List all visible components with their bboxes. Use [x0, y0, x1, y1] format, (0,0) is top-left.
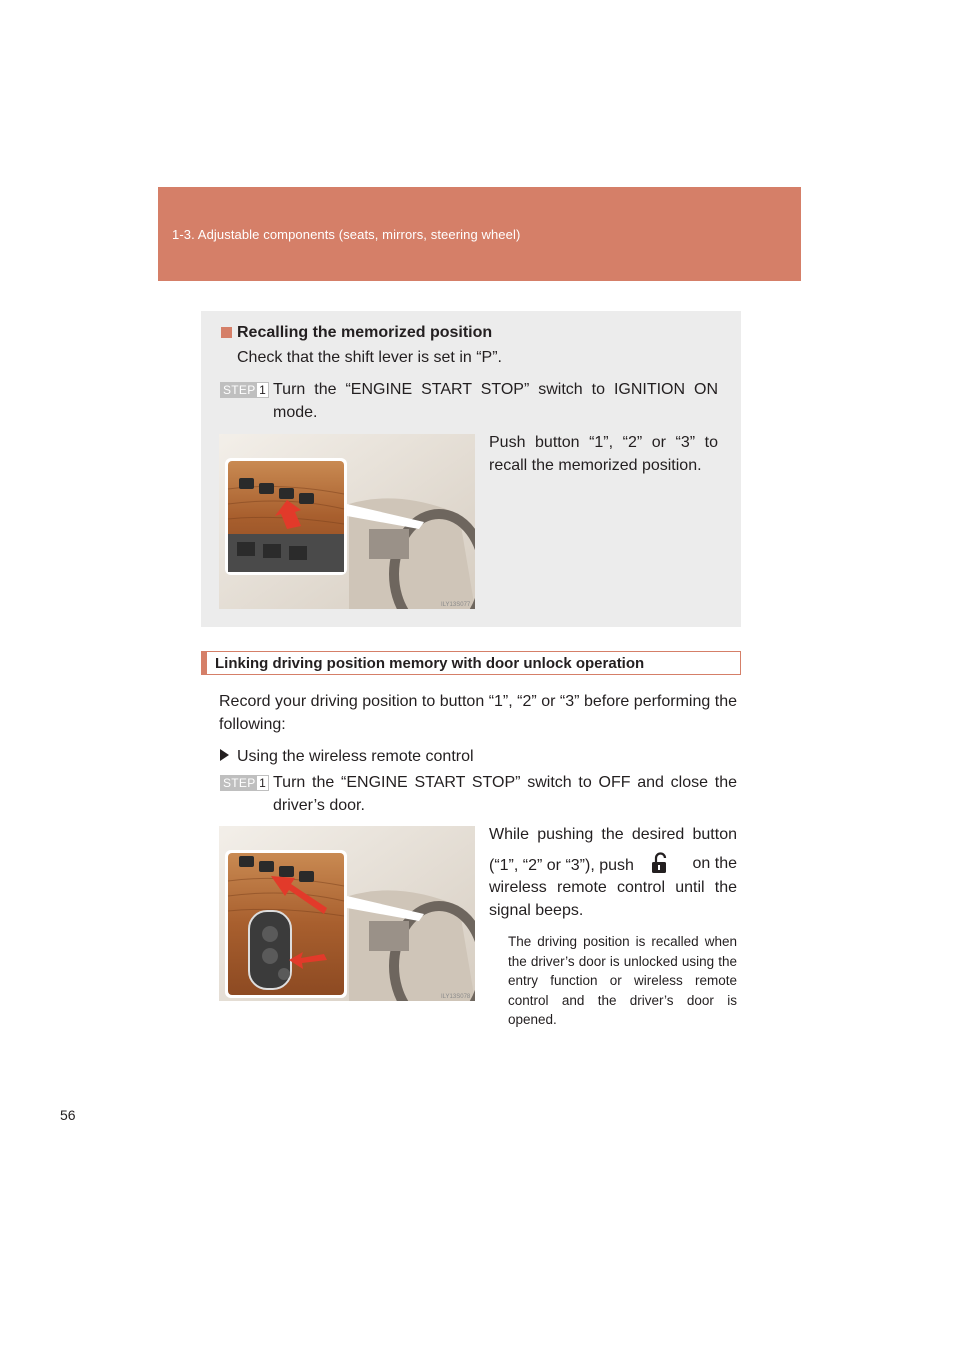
- remote-illustration: [219, 826, 475, 1001]
- remote-drawing: [219, 826, 475, 1001]
- triangle-bullet-icon: [220, 749, 229, 761]
- recall-step1-text: Turn the “ENGINE START STOP” switch to IGNITION ON mode.: [273, 381, 718, 421]
- step-badge-recall-1: STEP 1: [220, 382, 269, 398]
- figure-code: ILY13S077: [441, 602, 471, 608]
- linking-heading-text: Linking driving position memory with door unlock operation: [215, 655, 645, 672]
- page-number: 56: [60, 1107, 76, 1123]
- linking-step2-line1: While pushing the desired button: [489, 826, 737, 843]
- recall-heading: [221, 321, 492, 344]
- recall-heading-text: Recalling the memorized position: [237, 324, 493, 341]
- method-text: Using the wireless remote control: [237, 748, 474, 765]
- method-line: [220, 745, 474, 768]
- linking-step1-text: Turn the “ENGINE START STOP” switch to OFF and close the driver’s door.: [273, 774, 737, 814]
- header-band: [158, 187, 801, 281]
- door-panel-drawing: [219, 434, 475, 609]
- step-badge-linking-1: STEP 1: [220, 775, 269, 791]
- linking-intro: Record your driving position to button “1”, “2” or “3” before performing the following:: [219, 693, 737, 733]
- linking-step2-line3: wireless remote control until the signal beeps.: [489, 879, 737, 919]
- figure-code: ILY13S078: [441, 994, 471, 1000]
- linking-note: The driving position is recalled when the driver’s door is unlocked using the entry function or wireless remote control and the driver’s door is opened.: [508, 934, 737, 1027]
- door-switch-illustration: [219, 434, 475, 609]
- linking-section-heading: [201, 651, 741, 675]
- square-bullet-icon: [221, 327, 232, 338]
- section-title: 1-3. Adjustable components (seats, mirrors, steering wheel): [172, 227, 521, 242]
- linking-step2-line2: (“1”, “2” or “3”), push on the: [489, 852, 737, 881]
- recall-step2-text: Push button “1”, “2” or “3” to recall the memorized position.: [489, 434, 718, 474]
- recall-intro: Check that the shift lever is set in “P”.: [237, 349, 502, 366]
